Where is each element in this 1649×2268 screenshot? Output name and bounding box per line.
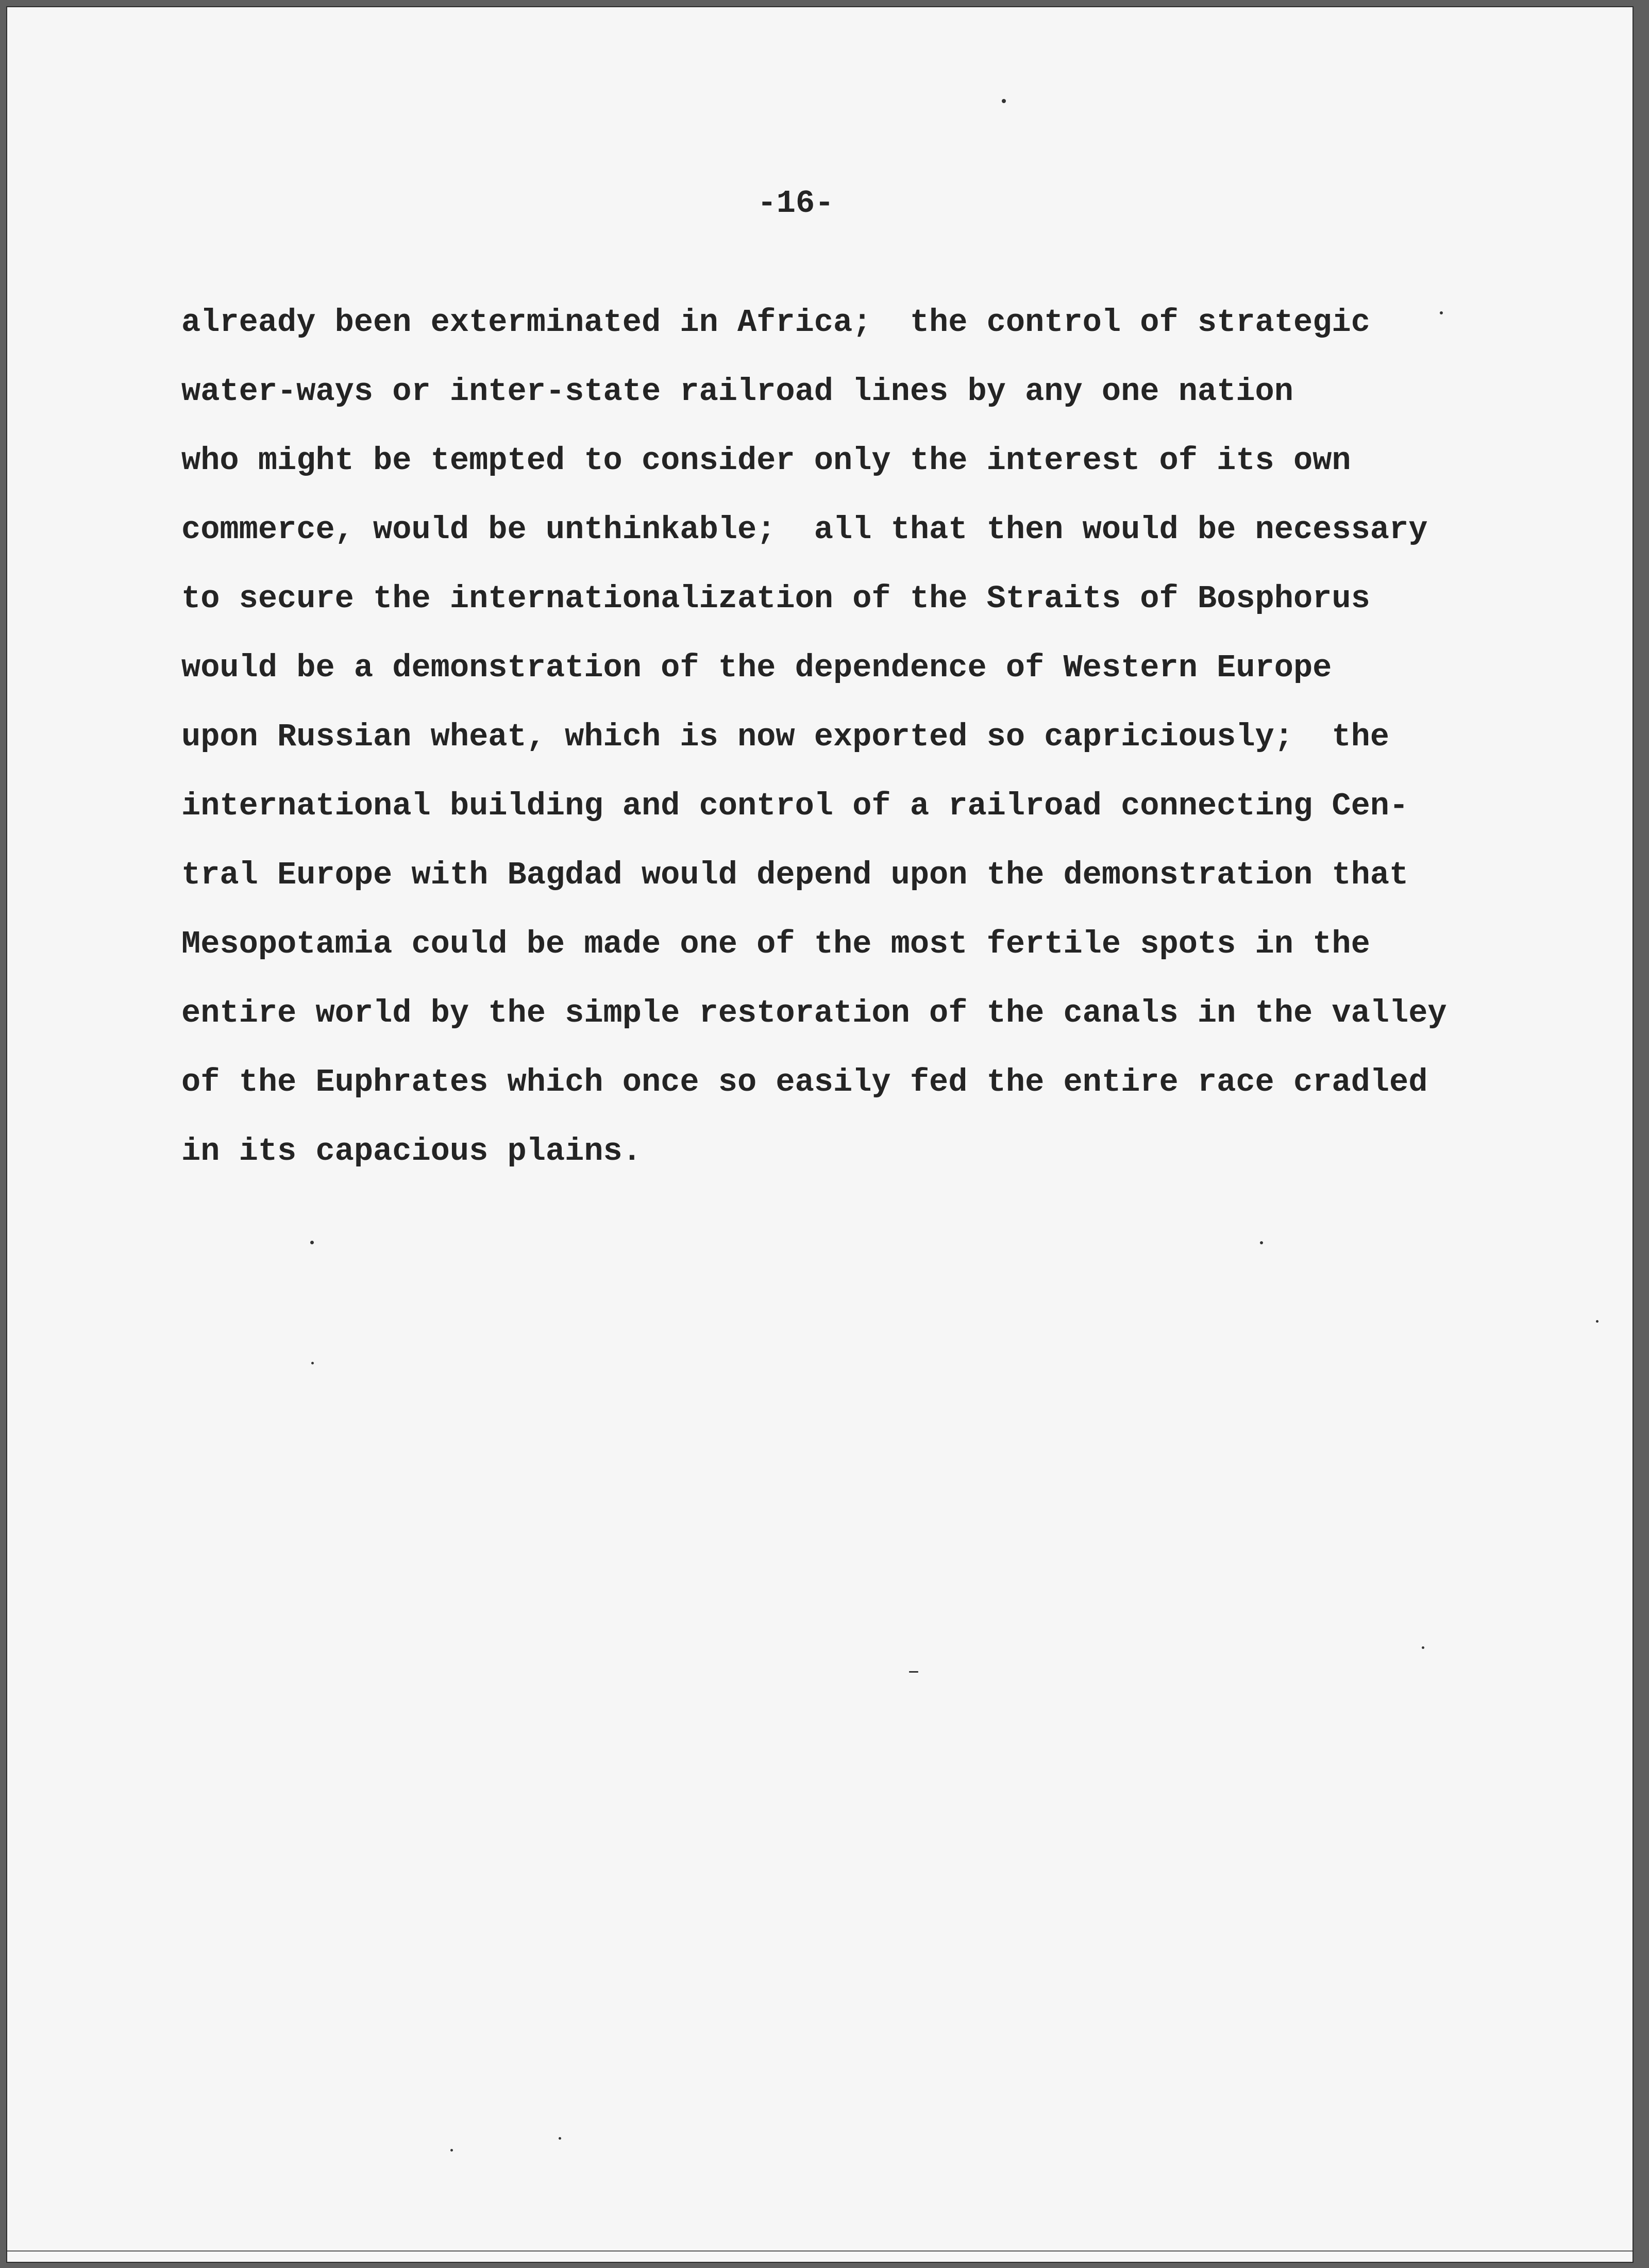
scan-speck bbox=[559, 2137, 561, 2140]
scan-speck bbox=[909, 1671, 918, 1673]
scan-speck bbox=[311, 1362, 314, 1364]
scan-speck bbox=[1002, 99, 1006, 103]
text-line-7: upon Russian wheat, which is now exported so capriciously; the bbox=[181, 719, 1389, 755]
text-line-9: tral Europe with Bagdad would depend upon the demonstration that bbox=[181, 857, 1409, 893]
text-line-8: international building and control of a railroad connecting Cen- bbox=[181, 788, 1409, 824]
text-line-11: entire world by the simple restoration of the canals in the valley bbox=[181, 995, 1447, 1031]
body-text bbox=[181, 288, 1521, 1186]
text-line-3: who might be tempted to consider only the interest of its own bbox=[181, 442, 1351, 479]
document-page bbox=[6, 6, 1634, 2263]
text-line-12: of the Euphrates which once so easily fed the entire race cradled bbox=[181, 1064, 1428, 1100]
scan-speck bbox=[1422, 1646, 1424, 1649]
text-line-2: water-ways or inter-state railroad lines by any one nation bbox=[181, 373, 1293, 410]
scan-speck bbox=[1260, 1241, 1263, 1244]
scan-speck bbox=[1596, 1320, 1598, 1323]
text-line-5: to secure the internationalization of the Straits of Bosphorus bbox=[181, 580, 1370, 617]
text-line-10: Mesopotamia could be made one of the most fertile spots in the bbox=[181, 926, 1370, 962]
scan-speck bbox=[450, 2149, 453, 2152]
text-line-6: would be a demonstration of the dependence of Western Europe bbox=[181, 649, 1332, 686]
text-line-13: in its capacious plains. bbox=[181, 1133, 642, 1170]
page-number: -16- bbox=[757, 185, 834, 222]
scan-speck bbox=[310, 1241, 314, 1244]
text-line-4: commerce, would be unthinkable; all that then would be necessary bbox=[181, 511, 1428, 548]
scan-speck bbox=[1440, 311, 1443, 314]
text-line-1: already been exterminated in Africa; the control of strategic bbox=[181, 304, 1370, 341]
page-bottom-edge bbox=[7, 2250, 1633, 2252]
